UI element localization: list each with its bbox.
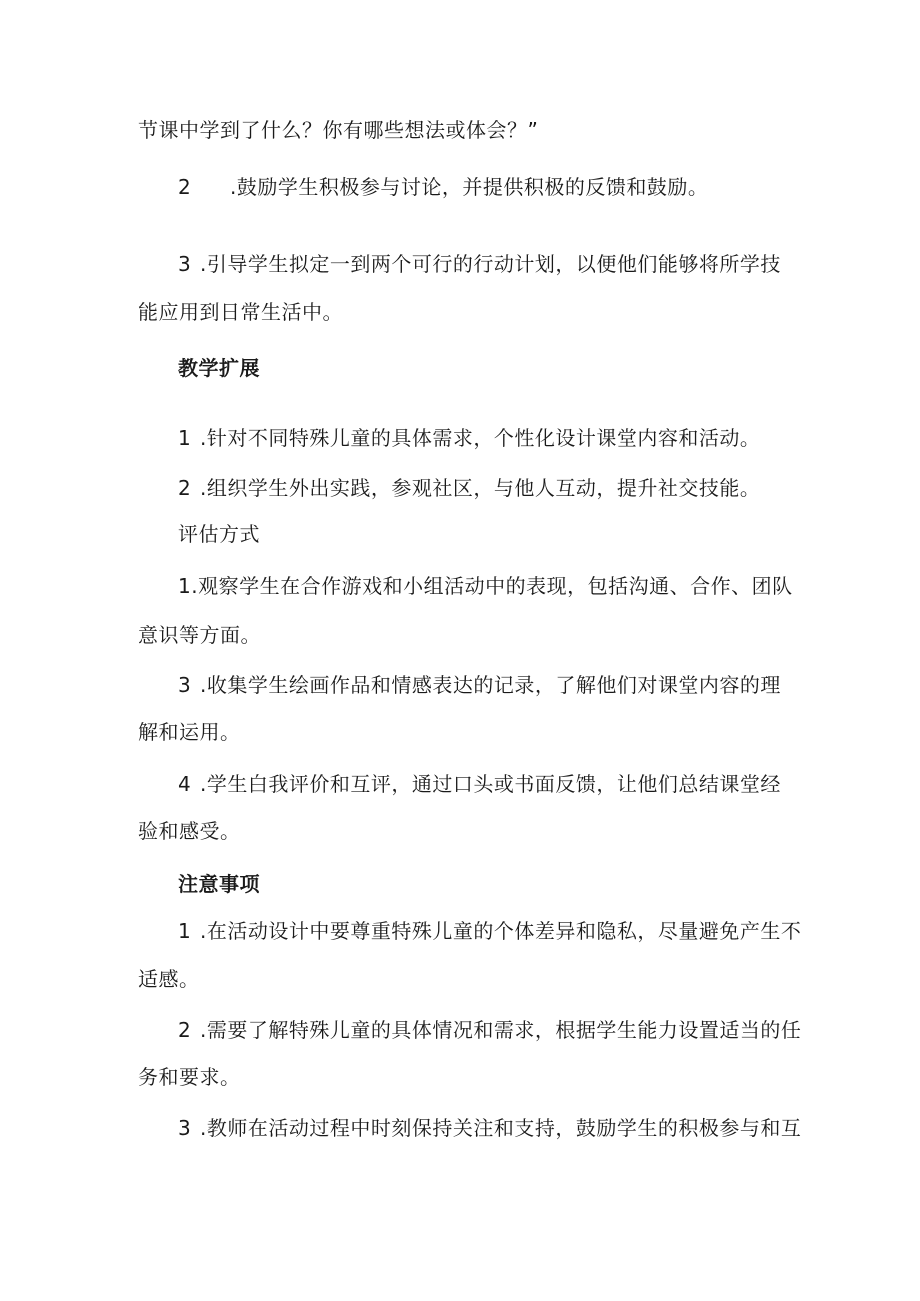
- list-number: 1: [178, 426, 192, 450]
- paragraph-line: [138, 1063, 241, 1091]
- list-text: .鼓励学生积极参与讨论，并提供积极的反馈和鼓励。: [230, 175, 709, 199]
- line-text: 务和要求。: [138, 1065, 241, 1089]
- line-text: 能应用到日常生活中。: [138, 300, 343, 324]
- line-text: 适感。: [138, 967, 200, 991]
- line-text: 解和运用。: [138, 720, 241, 744]
- list-number: 2: [178, 476, 192, 500]
- list-text: .组织学生外出实践，参观社区，与他人互动，提升社交技能。: [200, 476, 761, 500]
- line-text: 意识等方面。: [138, 623, 261, 647]
- list-text: .在活动设计中要尊重特殊儿童的个体差异和隐私，尽量避免产生不: [200, 919, 802, 943]
- line-text: 验和感受。: [138, 819, 241, 843]
- list-item: [178, 572, 793, 600]
- list-item: [178, 424, 760, 452]
- list-text: .教师在活动过程中时刻保持关注和支持，鼓励学生的积极参与和互: [200, 1116, 802, 1140]
- list-item: [178, 770, 781, 798]
- list-number: 1: [178, 919, 192, 943]
- list-item: [178, 250, 781, 278]
- list-text: .针对不同特殊儿童的具体需求，个性化设计课堂内容和活动。: [200, 426, 761, 450]
- list-number: 4: [178, 772, 192, 796]
- list-text: 1.观察学生在合作游戏和小组活动中的表现，包括沟通、合作、团队: [178, 574, 793, 598]
- list-item: [178, 1016, 801, 1044]
- list-item: [178, 917, 801, 945]
- heading-text: 教学扩展: [178, 356, 260, 380]
- list-text: .收集学生绘画作品和情感表达的记录，了解他们对课堂内容的理: [200, 673, 781, 697]
- list-number: 3: [178, 252, 192, 276]
- paragraph-line: [138, 621, 261, 649]
- paragraph-line: [138, 116, 538, 144]
- line-text: 评估方式: [178, 522, 260, 546]
- list-item: [178, 671, 781, 699]
- section-heading: [178, 354, 260, 382]
- paragraph-line: [138, 965, 200, 993]
- list-number: 3: [178, 673, 192, 697]
- line-text: 节课中学到了什么？你有哪些想法或体会？”: [138, 118, 539, 142]
- section-label: [178, 520, 260, 548]
- paragraph-line: [138, 298, 343, 326]
- paragraph-line: [138, 718, 241, 746]
- list-number: 2: [178, 175, 192, 199]
- list-item: [178, 474, 760, 502]
- heading-text: 注意事项: [178, 872, 260, 896]
- list-item: [178, 173, 708, 201]
- list-item: [178, 1114, 801, 1142]
- paragraph-line: [138, 817, 241, 845]
- list-number: 3: [178, 1116, 192, 1140]
- list-text: .需要了解特殊儿童的具体情况和需求，根据学生能力设置适当的任: [200, 1018, 802, 1042]
- list-number: 2: [178, 1018, 192, 1042]
- list-text: .学生白我评价和互评，通过口头或书面反馈，让他们总结课堂经: [200, 772, 781, 796]
- section-heading: [178, 870, 260, 898]
- list-text: .引导学生拟定一到两个可行的行动计划，以便他们能够将所学技: [200, 252, 781, 276]
